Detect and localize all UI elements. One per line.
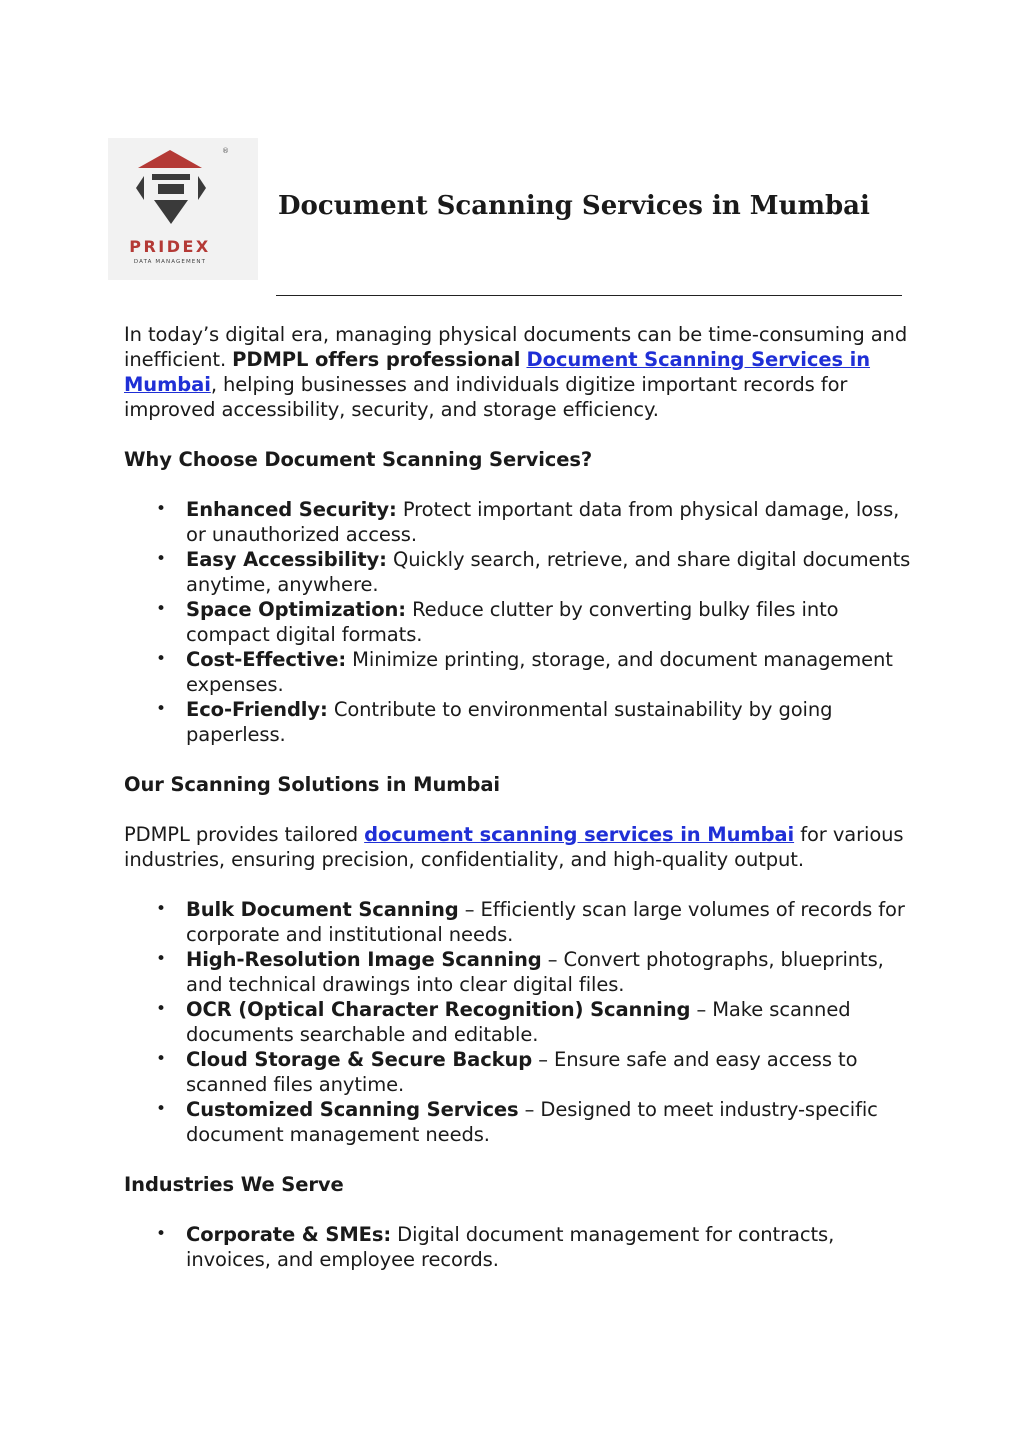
intro-paragraph	[124, 322, 914, 422]
item-desc: – Ensure safe and easy access to scanned files anytime.	[186, 1048, 858, 1096]
solutions-heading: Our Scanning Solutions in Mumbai	[124, 773, 500, 796]
item-term: Eco-Friendly:	[186, 698, 328, 721]
list-item	[186, 547, 914, 597]
industries-heading: Industries We Serve	[124, 1173, 344, 1196]
title-divider	[276, 295, 902, 296]
item-desc: Contribute to environmental sustainability by going paperless.	[186, 698, 833, 746]
item-term: Cost-Effective:	[186, 648, 347, 671]
solutions-intro-text: PDMPL provides tailored	[124, 823, 359, 846]
solutions-intro-paragraph	[124, 822, 914, 872]
item-desc: Quickly search, retrieve, and share digital documents anytime, anywhere.	[186, 548, 911, 596]
logo-center-bar	[158, 184, 184, 194]
why-list	[124, 497, 914, 747]
list-item	[186, 897, 914, 947]
intro-text-end: , helping businesses and individuals digitize important records for improved accessibility, security, and storage efficiency.	[124, 373, 848, 421]
document-body	[124, 322, 914, 1297]
item-term: Enhanced Security:	[186, 498, 397, 521]
industries-list	[124, 1222, 914, 1272]
logo-left-arrow	[136, 176, 144, 200]
intro-link[interactable]: Document Scanning Services in Mumbai	[124, 348, 871, 396]
logo-right-arrow	[198, 176, 206, 200]
item-term: Bulk Document Scanning	[186, 898, 459, 921]
item-desc: Reduce clutter by converting bulky files into compact digital formats.	[186, 598, 839, 646]
logo-registered-mark: ®	[222, 147, 229, 155]
item-term: Corporate & SMEs:	[186, 1223, 392, 1246]
list-item	[186, 697, 914, 747]
logo-tagline-text: DATA MANAGEMENT	[133, 259, 207, 265]
solutions-list	[124, 897, 914, 1147]
list-item	[186, 1047, 914, 1097]
page-title: Document Scanning Services in Mumbai	[278, 191, 870, 221]
list-item	[186, 497, 914, 547]
intro-bold-text: PDMPL offers professional	[232, 348, 521, 371]
why-heading: Why Choose Document Scanning Services?	[124, 448, 593, 471]
logo-roof-shape	[138, 150, 202, 168]
logo-top-bar	[152, 174, 190, 180]
item-desc: – Designed to meet industry-specific document management needs.	[186, 1098, 878, 1146]
list-item	[186, 1097, 914, 1147]
item-desc: – Efficiently scan large volumes of records for corporate and institutional needs.	[186, 898, 905, 946]
item-term: High-Resolution Image Scanning	[186, 948, 542, 971]
solutions-intro-text-end: for various industries, ensuring precision, confidentiality, and high-quality output.	[124, 823, 904, 871]
pridex-logo-mark	[108, 138, 258, 280]
logo-bottom-arrow	[154, 200, 188, 224]
item-term: Space Optimization:	[186, 598, 406, 621]
list-item	[186, 1222, 914, 1272]
list-item	[186, 947, 914, 997]
list-item	[186, 997, 914, 1047]
list-item	[186, 647, 914, 697]
item-desc: Protect important data from physical damage, loss, or unauthorized access.	[186, 498, 900, 546]
item-desc: Minimize printing, storage, and document management expenses.	[186, 648, 893, 696]
item-desc: – Make scanned documents searchable and editable.	[186, 998, 851, 1046]
item-desc: – Convert photographs, blueprints, and technical drawings into clear digital files.	[186, 948, 884, 996]
item-term: OCR (Optical Character Recognition) Scanning	[186, 998, 691, 1021]
solutions-link[interactable]: document scanning services in Mumbai	[364, 823, 795, 846]
item-desc: Digital document management for contracts, invoices, and employee records.	[186, 1223, 835, 1271]
pridex-logo	[108, 138, 258, 280]
item-term: Customized Scanning Services	[186, 1098, 519, 1121]
item-term: Easy Accessibility:	[186, 548, 387, 571]
item-term: Cloud Storage & Secure Backup	[186, 1048, 533, 1071]
list-item	[186, 597, 914, 647]
intro-text: In today’s digital era, managing physical documents can be time-consuming and inefficient.	[124, 323, 908, 371]
logo-brand-text: PRIDEX	[129, 237, 211, 256]
